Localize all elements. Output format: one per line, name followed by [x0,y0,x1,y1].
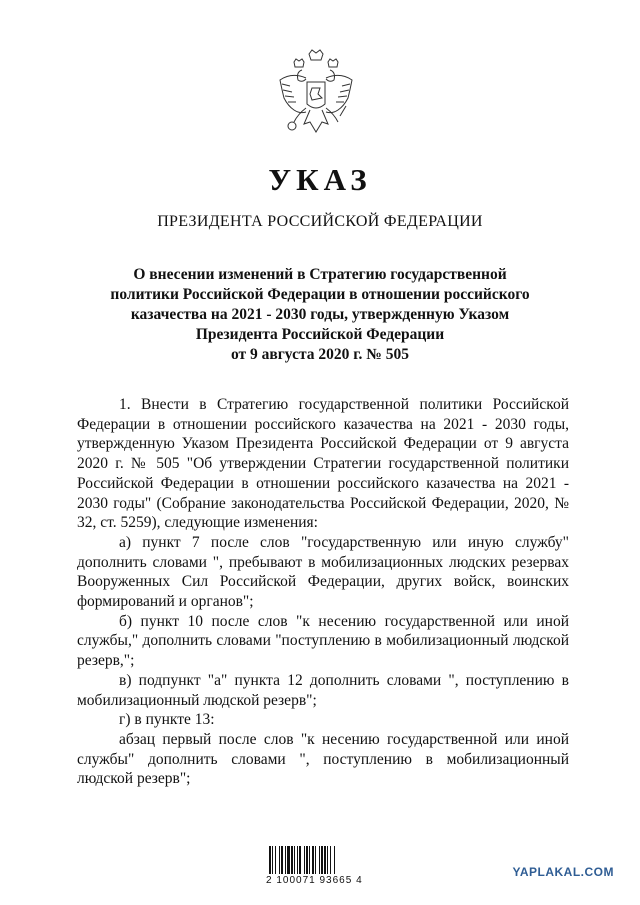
decree-body [77,395,569,789]
body-paragraph: 1. Внести в Стратегию государственной политики Российской Федерации в отношении российского казачества на 2021 - 2030 годы, утвержденную Указом Президента Российской Федерации от 9 августа 2020 г. № 505 "Об утверждении Стратегии государственной политики Российской Федерации в отношении российского казачества на 2021 - 2030 годы" (Собрание законодательства Российской Федерации, 2020, № 32, ст. 5259), следующие изменения: [77,396,569,532]
body-paragraph: абзац первый после слов "к несению государственной или иной службы" дополнить словами ", поступлению в мобилизационный людской резерв"; [77,730,569,788]
russian-coat-of-arms-icon [276,48,356,144]
heading-line: от 9 августа 2020 г. № 505 [230,346,409,363]
document-subtitle: ПРЕЗИДЕНТА РОССИЙСКОЙ ФЕДЕРАЦИИ [157,213,483,230]
heading-line: политики Российской Федерации в отношении российского [110,286,530,303]
body-paragraph: г) в пункте 13: [119,711,215,729]
barcode-number: 2 100071 93665 4 [266,875,363,886]
body-paragraph: б) пункт 10 после слов "к несению государственной или иной службы," дополнить словами "поступлению в мобилизационный людской резерв,"; [77,612,569,670]
barcode-icon [268,846,386,876]
decree-heading [90,265,550,365]
heading-line: Президента Российской Федерации [195,326,445,343]
document-title: УКАЗ [268,162,372,197]
heading-line: казачества на 2021 - 2030 годы, утвержденную Указом [130,306,510,323]
body-paragraph: а) пункт 7 после слов "государственную или иную службу" дополнить словами ", пребывают в мобилизационных людских резервах Вооруженных Сил Российской Федерации, других войск, воинских формирований и органов"; [77,533,569,611]
watermark: YAPLAKAL.COM [512,865,614,879]
heading-line: О внесении изменений в Стратегию государственной [133,266,507,283]
body-paragraph: в) подпункт "а" пункта 12 дополнить словами ", поступлению в мобилизационный людской резерв"; [77,671,569,709]
